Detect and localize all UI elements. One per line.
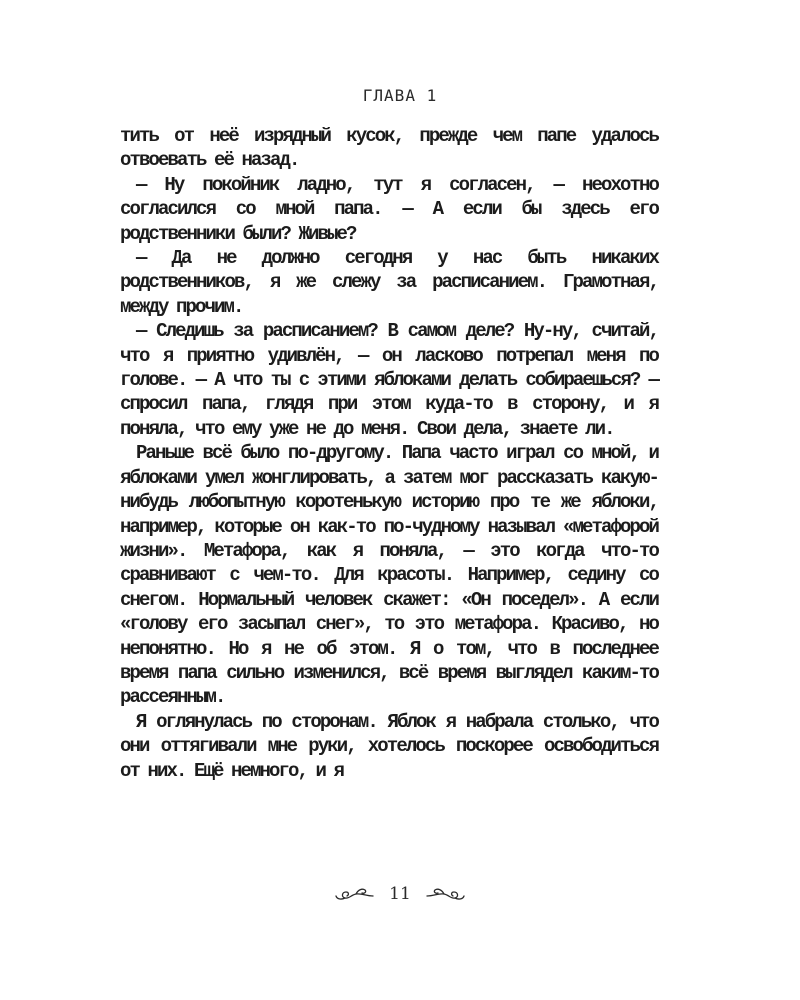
- page-footer: [0, 884, 800, 904]
- page-number: 11: [389, 884, 411, 904]
- paragraph-2: — Ну покойник ладно, тут я согласен, — неохотно согласился со мной папа. — А если бы здесь его родственники были? Живые?: [120, 173, 658, 245]
- page-body: [120, 124, 658, 783]
- ornament-flourish-right-icon: [425, 885, 467, 903]
- paragraph-3: — Да не должно сегодня у нас быть никаких родственников, я же слежу за расписанием. Грамотная, между прочим.: [120, 247, 658, 318]
- paragraph-4: — Следишь за расписанием? В самом деле? Ну-ну, считай, что я приятно удивлён, — он ласково потрепал меня по голове. — А что ты с этими яблоками делать собираешься? — спросил папа, глядя при этом куда-то в сторону, и я поняла, что ему уже не до меня. Свои дела, знаете ли.: [120, 320, 658, 440]
- ornament-flourish-left-icon: [333, 885, 375, 903]
- running-header: ГЛАВА 1: [362, 86, 438, 105]
- paragraph-1: тить от неё изрядный кусок, прежде чем папе удалось отвоевать её назад.: [120, 125, 658, 172]
- paragraph-6: Я оглянулась по сторонам. Яблок я набрала столько, что они оттягивали мне руки, хотелось поскорее освободиться от них. Ещё немного, и я: [120, 710, 658, 782]
- paragraph-5: Раньше всё было по-другому. Папа часто играл со мной, и яблоками умел жонглировать, а затем мог рассказать какую-нибудь любопытную коротенькую историю про те же яблоки, например, которые он как-то по-чудному называл «метафорой жизни». Метафора, как я поняла, — это когда что-то сравнивают с чем-то. Для красоты. Например, седину со снегом. Нормальный человек скажет: «Он поседел». А если «голову его засыпал снег», то это метафора. Красиво, но непонятно. Но я не об этом. Я о том, что в последнее время папа сильно изменился, всё время выглядел каким-то рассеянным.: [120, 442, 658, 709]
